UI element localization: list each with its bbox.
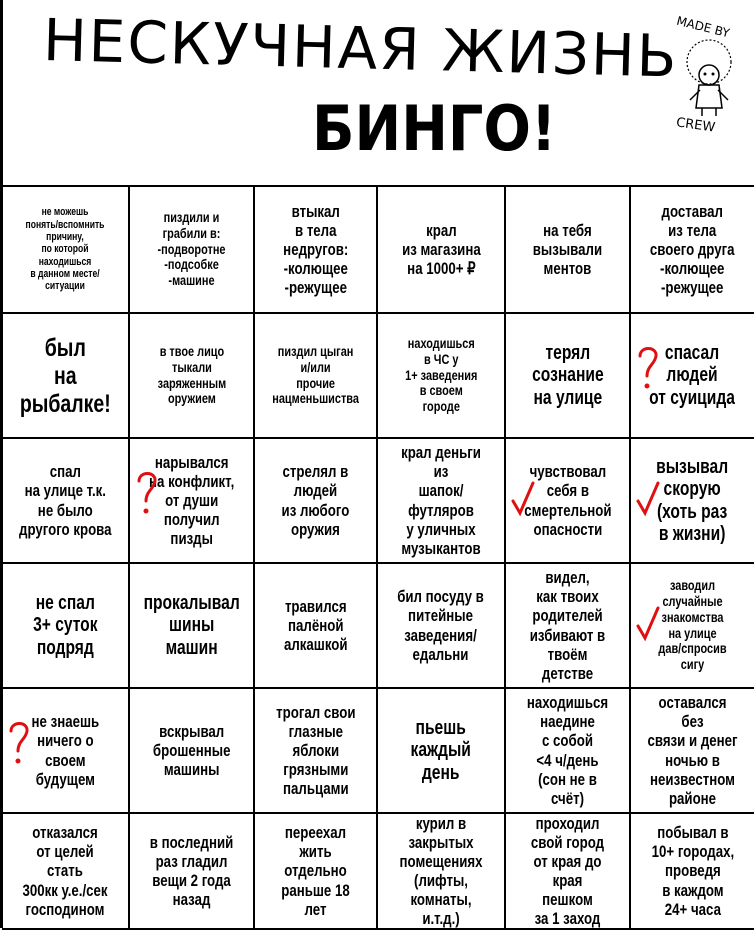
cell-text: травился палёной алкашкой: [283, 596, 348, 655]
bingo-cell[interactable]: [631, 439, 754, 564]
cell-text: в последний раз гладил вещи 2 года назад: [149, 832, 234, 910]
cell-text: пьешь каждый день: [410, 716, 472, 784]
cell-text: проходил свой город от края до края пешком за 1 заход: [530, 814, 605, 929]
bingo-cell[interactable]: [2, 439, 130, 564]
bingo-cell[interactable]: [2, 689, 130, 814]
question-mark-icon: [6, 719, 32, 767]
cell-text: находишься наедине с собой <4 ч/день (сон не в счёт): [526, 693, 609, 808]
bingo-cell[interactable]: [130, 314, 255, 439]
cell-text: побывал в 10+ городах, проведя в каждом 24+ часа: [651, 823, 734, 919]
bingo-cell[interactable]: [130, 439, 255, 564]
cell-text: стрелял в людей из любого оружия: [281, 462, 350, 539]
cell-text: заводил случайные знакомства на улице дав/спросив сигу: [658, 577, 727, 672]
bingo-cell[interactable]: [255, 314, 378, 439]
cell-text: трогал свои глазные яблоки грязными пальцами: [275, 702, 356, 799]
cell-text: в твое лицо тыкали заряженным оружием: [157, 343, 226, 407]
bingo-cell[interactable]: [506, 564, 631, 689]
cell-text: нарывался на конфликт, от души получил пизды: [148, 452, 235, 549]
cell-text: спасал людей от суицида: [649, 341, 736, 409]
cell-text: пиздили и грабили в: -подворотне -подсобке -машине: [157, 209, 226, 288]
cell-text: оставался без связи и денег ночью в неизвестном районе: [647, 693, 738, 808]
cell-text: втыкал в тела недругов: -колющее -режущее: [282, 201, 349, 298]
cell-text: крал из магазина на 1000+ ₽: [401, 220, 481, 279]
bingo-cell[interactable]: [631, 314, 754, 439]
bingo-cell[interactable]: [631, 564, 754, 689]
bingo-cell[interactable]: [130, 187, 255, 314]
cell-text: крал деньги из шапок/футляров у уличных музыкантов: [401, 443, 481, 558]
bingo-cell[interactable]: [631, 187, 754, 314]
bingo-cell[interactable]: [130, 814, 255, 930]
cell-text: вызывал скорую (хоть раз в жизни): [656, 455, 729, 545]
cell-text: бил посуду в питейные заведения/ едальни: [397, 587, 485, 664]
cell-text: терял сознание на улице: [531, 341, 604, 409]
bingo-cell[interactable]: [378, 564, 506, 689]
cell-text: чувствовал себя в смертельной опасности: [523, 462, 612, 539]
bingo-cell[interactable]: [378, 439, 506, 564]
cell-text: отказался от целей стать 300кк у.е./сек господином: [22, 823, 108, 919]
bingo-cell[interactable]: [255, 187, 378, 314]
bingo-cell[interactable]: [130, 689, 255, 814]
cell-text: спал на улице т.к. не было другого крова: [18, 462, 112, 539]
bingo-cell[interactable]: [631, 689, 754, 814]
page-subtitle: БИНГО!: [312, 92, 557, 165]
logo-bottom-text: CREW: [675, 115, 717, 136]
bingo-cell[interactable]: [506, 439, 631, 564]
cell-text: вскрывал брошенные машины: [152, 721, 231, 780]
bingo-cell[interactable]: [255, 439, 378, 564]
cell-text: не знаешь ничего о своем будущем: [31, 712, 99, 789]
cell-text: пиздил цыган и/или прочие нацменьшиства: [272, 343, 359, 407]
bingo-cell[interactable]: [255, 814, 378, 930]
bingo-cell[interactable]: [378, 314, 506, 439]
cell-text: видел, как твоих родителей избивают в твоём детстве: [529, 568, 606, 683]
cell-text: на тебя вызывали ментов: [532, 220, 603, 279]
page-title: НЕСКУЧНАЯ ЖИЗНЬ: [42, 6, 680, 91]
cell-text: находишься в ЧС у 1+ заведения в своем городе: [404, 335, 478, 414]
logo-top-text: MADE BY: [675, 13, 731, 41]
cell-text: доставал из тела своего друга -колющее -режущее: [650, 201, 735, 298]
bingo-cell[interactable]: [506, 689, 631, 814]
bingo-cell[interactable]: [631, 814, 754, 930]
bingo-cell[interactable]: [506, 314, 631, 439]
bingo-cell[interactable]: [2, 564, 130, 689]
bingo-cell[interactable]: [378, 187, 506, 314]
bingo-cell[interactable]: [255, 564, 378, 689]
crew-logo: [666, 13, 752, 136]
cell-text: не спал 3+ суток подряд: [32, 591, 98, 659]
bingo-cell[interactable]: [255, 689, 378, 814]
cell-text: курил в закрытых помещениях (лифты, комнаты, и.т.д.): [399, 814, 483, 929]
cell-text: прокалывал шины машин: [143, 591, 240, 659]
bingo-cell[interactable]: [378, 689, 506, 814]
cell-text: был на рыбалке!: [19, 333, 111, 418]
cell-text: переехал жить отдельно раньше 18 лет: [281, 823, 350, 919]
cell-text: не можешь понять/вспомнить причину, по которой находишься в данном месте/ситуации: [25, 206, 105, 293]
bingo-cell[interactable]: [378, 814, 506, 930]
bingo-cell[interactable]: [130, 564, 255, 689]
bingo-grid: [0, 185, 754, 928]
bingo-cell[interactable]: [2, 314, 130, 439]
bingo-cell[interactable]: [2, 814, 130, 930]
bingo-cell[interactable]: [506, 187, 631, 314]
bingo-cell[interactable]: [506, 814, 631, 930]
bingo-cell[interactable]: [2, 187, 130, 314]
